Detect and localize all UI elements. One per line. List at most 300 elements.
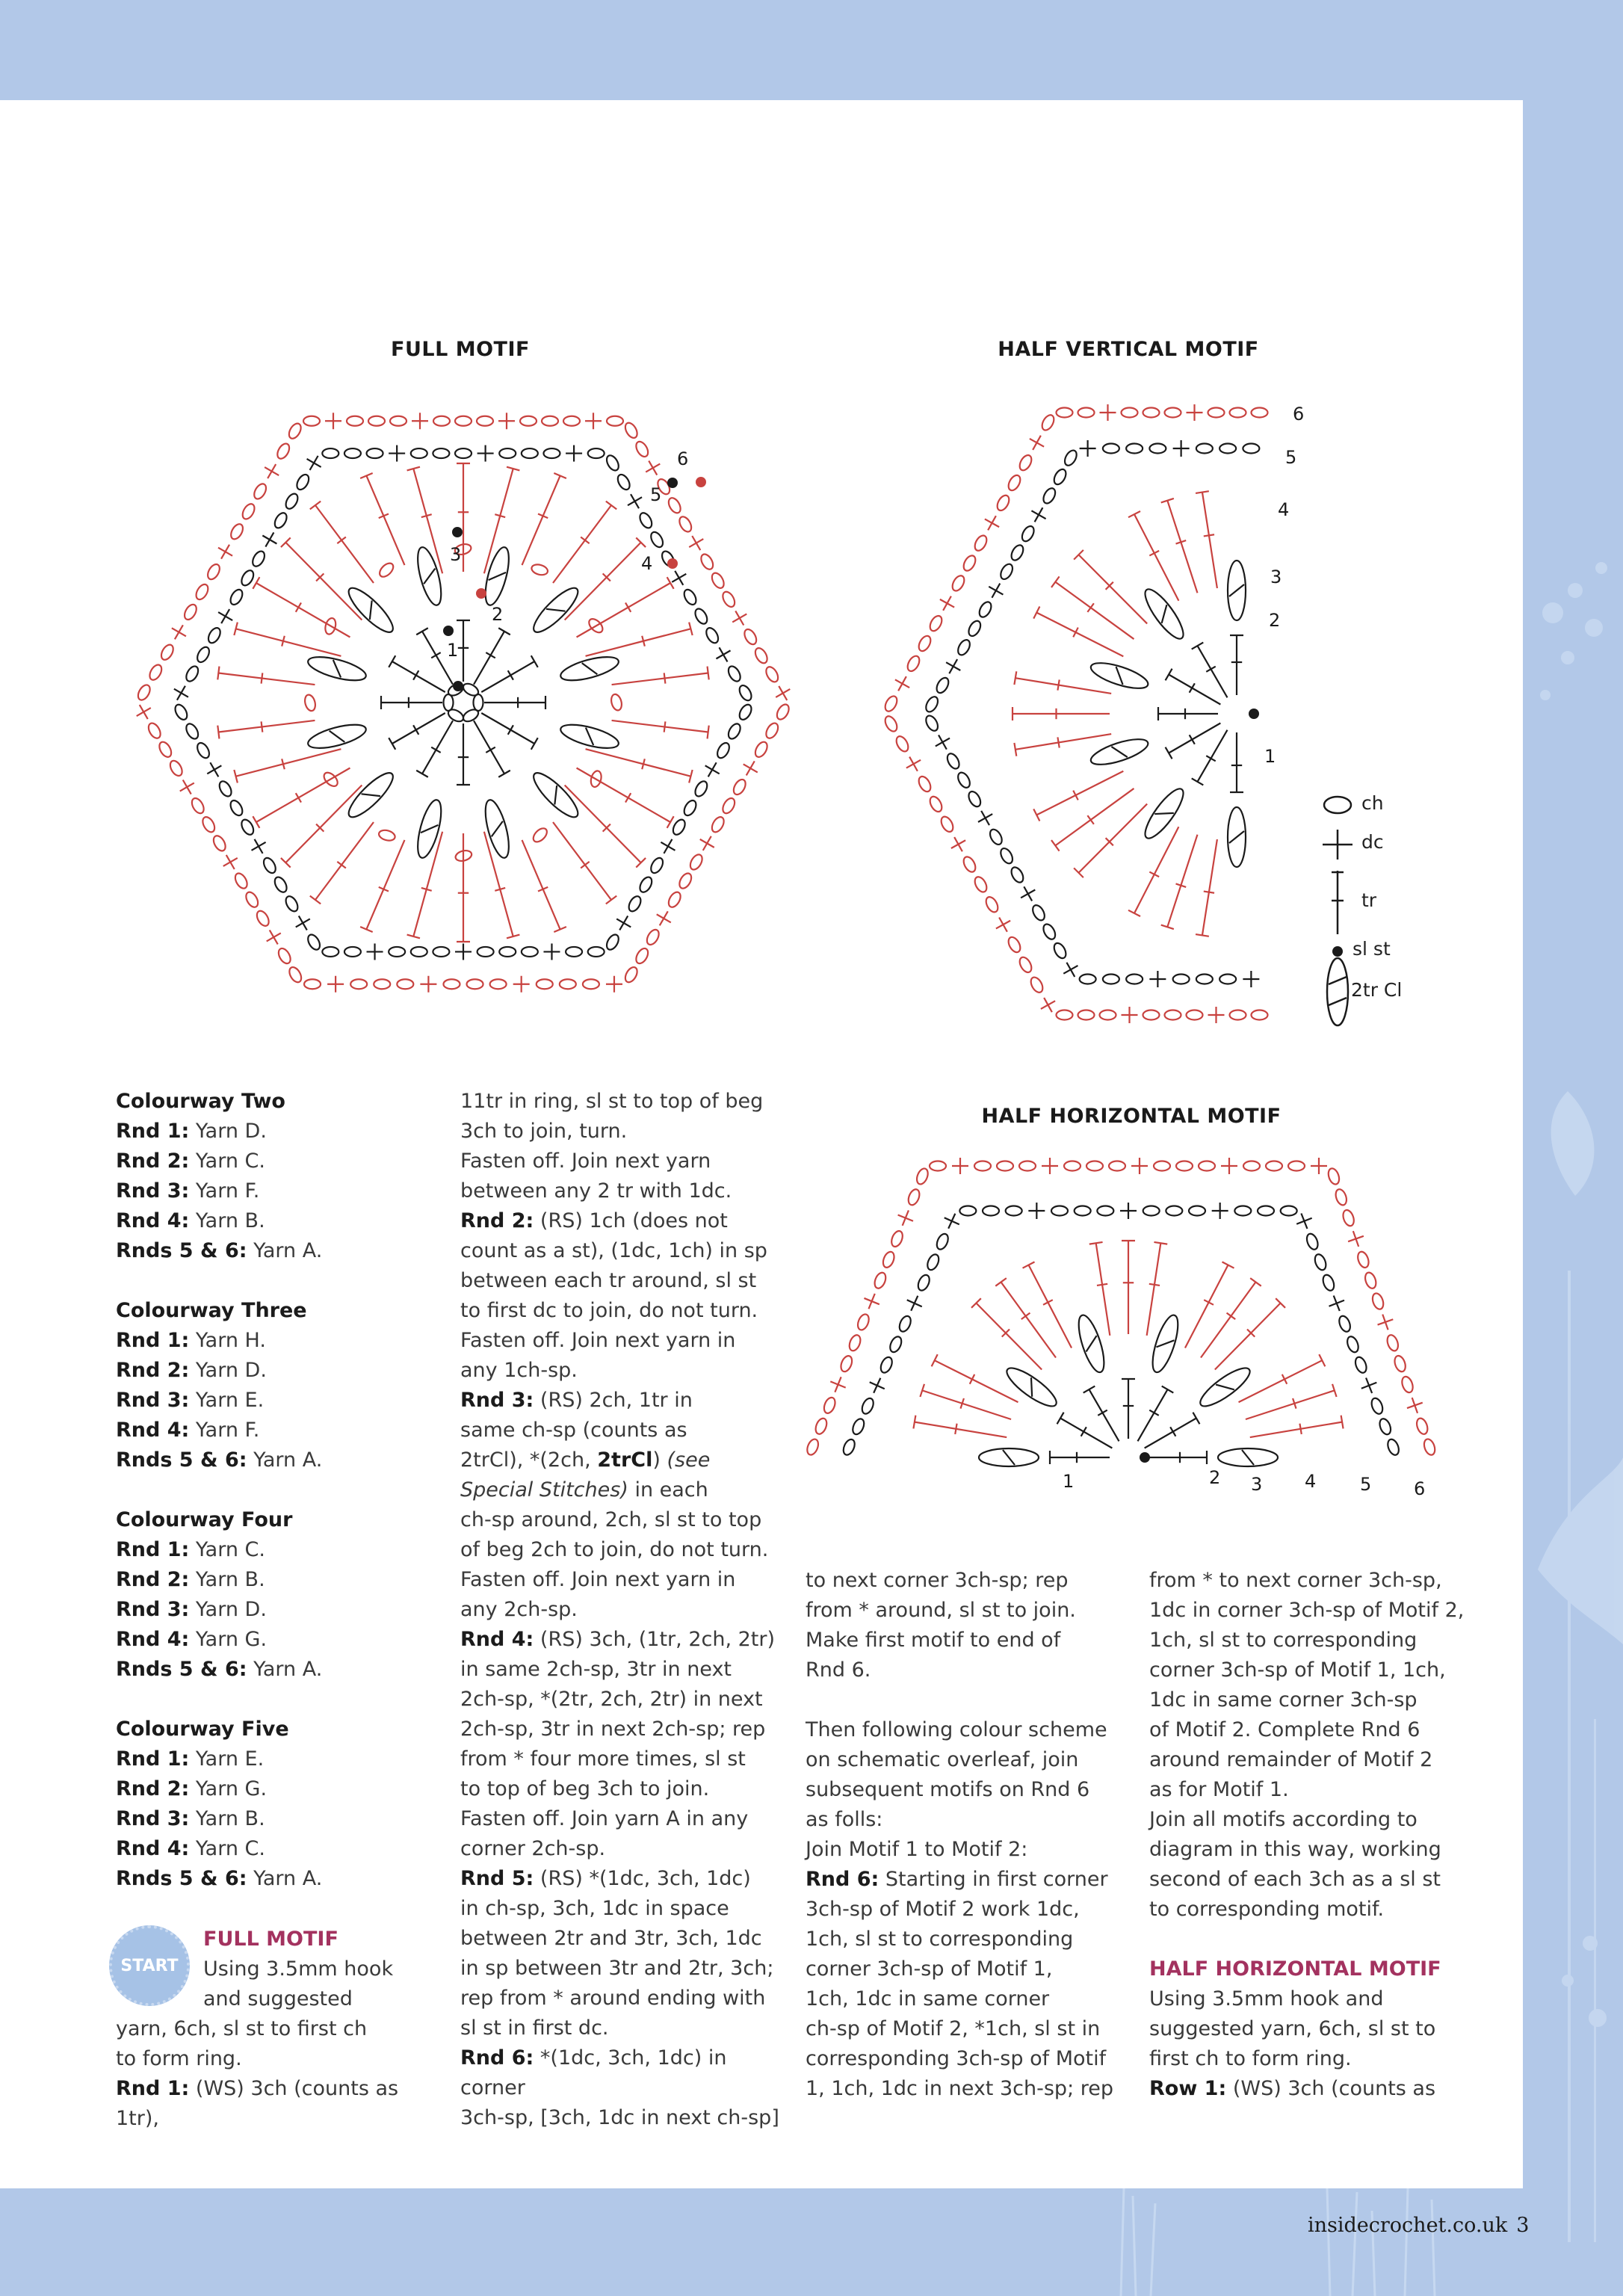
ch-stitch <box>1243 1161 1260 1171</box>
ch-stitch <box>1030 903 1047 922</box>
ch-stitch <box>157 740 173 759</box>
ch-stitch <box>1356 1250 1371 1269</box>
ch-stitch <box>1305 1232 1320 1251</box>
tr-stitch <box>976 1303 1042 1369</box>
tr-bar <box>1190 683 1195 692</box>
dc-stitch <box>992 913 1015 936</box>
text: to corresponding motif. <box>1149 1898 1385 1921</box>
bold-label: Rnd 6: <box>806 1868 879 1891</box>
cl-bar <box>1083 1336 1101 1351</box>
text-line <box>116 1296 422 1326</box>
dc-stitch <box>132 701 155 723</box>
round-label: 4 <box>641 553 653 574</box>
ch-stitch <box>681 587 698 607</box>
text-line <box>460 1595 782 1625</box>
dc-stitch <box>1293 1210 1315 1232</box>
tr-bar <box>1087 603 1093 612</box>
ch-stitch <box>916 634 933 653</box>
ch-stitch <box>433 448 449 458</box>
dc-stitch <box>1149 971 1166 987</box>
ch-stitch <box>998 846 1015 865</box>
ch-stitch <box>667 496 683 516</box>
ch-stitch <box>681 798 698 818</box>
round-label: 1 <box>447 640 459 661</box>
text: from * four more times, sl st <box>460 1747 746 1771</box>
ch-stitch <box>889 1229 904 1248</box>
text-line <box>116 1147 422 1176</box>
text-line <box>116 1864 422 1894</box>
2tr-cl-symbol <box>1327 958 1348 1025</box>
ch-stitch <box>1338 1315 1352 1333</box>
text-line <box>1149 2074 1478 2104</box>
tr-top <box>1166 747 1172 759</box>
ch-stitch <box>588 947 605 957</box>
tr-top <box>1196 934 1209 936</box>
bold-label: Rnd 3: <box>116 1807 190 1830</box>
rnd-text: (WS) 3ch (counts as 1tr), <box>116 2077 399 2130</box>
ch-stitch <box>1176 1161 1193 1171</box>
sl-st-dot <box>667 478 678 488</box>
text-line <box>460 1565 782 1595</box>
tr-stitch <box>1145 1419 1196 1448</box>
tr-bar <box>413 670 418 679</box>
text: around remainder of Motif 2 <box>1149 1748 1433 1771</box>
ch-stitch <box>1078 408 1095 418</box>
text-line <box>460 1625 782 1655</box>
tr-stitch <box>1015 678 1111 694</box>
ch-stitch <box>1422 1438 1437 1457</box>
ch-stitch <box>1109 1161 1125 1171</box>
tr-top <box>1051 840 1060 851</box>
text-line <box>1149 1865 1478 1895</box>
dc-stitch <box>1212 1203 1228 1219</box>
legend-ch-label: ch <box>1361 792 1384 814</box>
legend-sl-st-label: sl st <box>1352 938 1391 960</box>
tr-bar <box>1204 892 1214 893</box>
cl-bar <box>421 821 438 837</box>
round-label: 5 <box>650 484 662 505</box>
text-line <box>460 1804 782 1834</box>
dc-stitch <box>498 413 515 429</box>
ch-stitch <box>1143 408 1160 418</box>
ch-stitch <box>995 493 1011 513</box>
ch-stitch <box>822 1396 837 1415</box>
round-label: 5 <box>1360 1474 1372 1495</box>
ch-stitch <box>916 774 933 794</box>
tr-stitch <box>577 583 671 638</box>
ch-stitch <box>303 416 320 426</box>
ch-stitch <box>1143 1010 1160 1020</box>
text: 2trCl), *(2ch, <box>460 1448 598 1472</box>
dc-stitch <box>219 851 241 873</box>
bold-label: Rnd 2: <box>116 1149 190 1173</box>
ch-stitch <box>537 979 553 989</box>
tr-stitch <box>522 476 560 566</box>
tr-bar <box>431 747 440 753</box>
ch-stitch <box>244 890 260 910</box>
ch-stitch <box>882 694 899 714</box>
text-line <box>460 1206 782 1236</box>
italic-text: (see <box>660 1448 711 1472</box>
full-motif-line: Using 3.5mm hook <box>203 1957 394 1981</box>
tr-bar <box>262 721 263 732</box>
text: from * to next corner 3ch-sp, <box>1149 1569 1442 1592</box>
dc-stitch <box>261 460 283 483</box>
tr-stitch <box>315 822 374 900</box>
text: on schematic overleaf, join <box>806 1748 1079 1771</box>
text: ch-sp around, 2ch, sl st to top <box>460 1508 762 1531</box>
dc-stitch <box>1037 994 1060 1016</box>
text-line <box>116 1565 422 1595</box>
ch-stitch <box>677 871 693 891</box>
full-motif-heading: FULL MOTIF <box>203 1928 338 1951</box>
dc-stitch <box>214 605 237 628</box>
dc-stitch <box>981 512 1004 534</box>
cl-bar <box>421 569 438 584</box>
ch-stitch <box>350 979 367 989</box>
ch-stitch <box>1326 1167 1341 1185</box>
text-line <box>806 2014 1127 2044</box>
bold-label: 2trCl <box>597 1448 653 1472</box>
ch-stitch <box>925 1253 941 1271</box>
tr-stitch <box>1202 839 1217 935</box>
cl-bar <box>1242 1450 1254 1465</box>
instructions-column-4 <box>1149 1566 1478 2104</box>
bold-label: Rnd 2: <box>460 1209 534 1232</box>
tr-stitch <box>256 583 350 638</box>
ch-stitch <box>961 855 977 874</box>
tr-stitch <box>1089 1389 1119 1441</box>
ch-stitch <box>1100 1010 1116 1020</box>
ch-stitch <box>726 664 743 684</box>
bold-label: Colourway Three <box>116 1299 307 1322</box>
text: Yarn D. <box>189 1598 267 1621</box>
tr-top <box>217 726 219 739</box>
text: 3ch to join, turn. <box>460 1120 628 1143</box>
text-line <box>116 1117 422 1147</box>
tr-stitch <box>1078 804 1147 873</box>
ch-stitch <box>935 1232 950 1251</box>
dc-stitch <box>657 835 679 857</box>
legend-tr-label: tr <box>1361 889 1377 911</box>
ch-stitch <box>1230 408 1246 418</box>
tr-bar <box>1299 1424 1301 1434</box>
dc-stitch <box>327 976 344 993</box>
tr-top <box>708 726 709 739</box>
ch-stitch <box>1243 444 1259 454</box>
text-line <box>460 2043 782 2103</box>
dc-stitch <box>903 1292 925 1314</box>
tr-bar <box>1097 1284 1107 1286</box>
ch-stitch <box>276 946 293 966</box>
round-label: 4 <box>1305 1471 1317 1492</box>
ch-stitch <box>173 703 189 722</box>
text: Fasten off. Join next yarn in <box>460 1568 736 1591</box>
tr-top <box>995 1278 1007 1286</box>
ch-stitch <box>841 1438 857 1457</box>
text: 1ch, sl st to corresponding <box>806 1928 1074 1951</box>
ch-stitch <box>1266 1161 1282 1171</box>
start-badge: START <box>109 1925 190 2006</box>
tr-stitch <box>1134 514 1178 601</box>
text-line <box>460 1924 782 1954</box>
tr-top <box>1166 669 1172 681</box>
tr-bar <box>337 862 346 868</box>
dc-stitch <box>214 540 236 563</box>
dc-stitch <box>827 1374 849 1395</box>
ch-stitch <box>645 928 661 947</box>
tr-top <box>416 628 428 635</box>
text-line <box>806 1925 1127 1954</box>
text: 2ch-sp, *(2tr, 2ch, 2tr) in next <box>460 1688 763 1711</box>
bold-label: Rnd 1: <box>116 1538 190 1561</box>
text: Yarn E. <box>189 1389 265 1412</box>
ch-stitch <box>389 947 405 957</box>
dc-stitch <box>1122 1007 1138 1023</box>
ch-stitch <box>205 562 222 581</box>
dc-stitch <box>1326 1292 1347 1314</box>
text: Yarn G. <box>189 1628 268 1651</box>
text: 1dc in corner 3ch-sp of Motif 2, <box>1149 1599 1465 1622</box>
text-line <box>116 1804 422 1834</box>
ch-stitch <box>233 871 250 891</box>
dc-stitch <box>1131 1158 1148 1174</box>
sl-st-dot <box>696 477 706 487</box>
text: (RS) 2ch, 1tr in <box>534 1389 693 1412</box>
dc-stitch <box>903 753 925 775</box>
tr-stitch <box>1202 493 1217 588</box>
ch-stitch <box>637 511 654 531</box>
ch-stitch <box>368 416 385 426</box>
ch-stitch <box>1288 1161 1305 1171</box>
ch-stitch <box>915 1167 930 1185</box>
half-horizontal-motif-diagram <box>807 1144 1457 1510</box>
text-line <box>1149 1984 1478 2014</box>
ch-stitch <box>1252 408 1268 418</box>
tr-top <box>1193 1413 1199 1425</box>
ch-stitch <box>287 965 303 984</box>
dc-stitch <box>1221 1158 1237 1174</box>
cl-bar <box>1111 667 1127 685</box>
text: 1ch, sl st to corresponding <box>1149 1629 1418 1652</box>
text: any 2ch-sp. <box>460 1598 578 1621</box>
full-motif-line: to form ring. <box>116 2047 242 2070</box>
tr-stitch <box>612 673 708 685</box>
text: Yarn A. <box>247 1658 323 1681</box>
ch-stitch <box>1341 1209 1356 1227</box>
ch-stitch <box>1234 1206 1251 1216</box>
ch-stitch <box>1219 975 1236 984</box>
full-motif-diagram <box>112 374 822 1031</box>
text: Yarn H. <box>189 1329 266 1352</box>
ch-stitch <box>764 665 780 685</box>
text: Fasten off. Join next yarn <box>460 1149 711 1173</box>
tr-top <box>1023 1262 1035 1268</box>
bold-label: Rnd 4: <box>460 1628 534 1651</box>
dc-stitch <box>891 673 914 695</box>
ch-stitch <box>194 582 210 602</box>
text-line <box>116 1535 422 1565</box>
tr-stitch <box>577 768 671 823</box>
text-line <box>116 1445 422 1475</box>
text-line <box>460 1416 782 1445</box>
ch-stitch <box>930 1161 946 1171</box>
text: Yarn F. <box>189 1179 260 1203</box>
cl-bar <box>330 660 345 677</box>
tr-bar <box>486 747 495 753</box>
full-motif-line: yarn, 6ch, sl st to first ch <box>116 2017 368 2040</box>
sl-st-dot <box>667 558 678 569</box>
ch-stitch <box>239 818 256 837</box>
tr-stitch <box>1096 1243 1110 1336</box>
ch-stitch <box>882 715 899 734</box>
ch-stitch <box>997 1161 1013 1171</box>
tr-top <box>498 628 510 635</box>
dc-stitch <box>974 806 997 829</box>
ch-stitch <box>467 979 483 989</box>
tr-bar <box>1098 1410 1107 1416</box>
dc-stitch <box>303 451 325 474</box>
text: Yarn C. <box>189 1538 265 1561</box>
ch-stitch <box>1051 1206 1068 1216</box>
ch-stitch <box>1378 1417 1393 1436</box>
dc-stitch <box>623 490 646 513</box>
text-line <box>460 1535 782 1565</box>
ch-stitch <box>146 721 163 741</box>
dc-stitch <box>1042 1158 1058 1174</box>
half-vertical-motif-title: HALF VERTICAL MOTIF <box>998 338 1259 361</box>
ch-stitch <box>939 815 955 834</box>
cl-bar <box>582 728 598 745</box>
text-line <box>116 1356 422 1386</box>
ch-stitch <box>753 740 770 759</box>
text-line <box>1149 1685 1478 1715</box>
text-line <box>116 1715 422 1744</box>
paragraph-gap <box>806 1685 1127 1715</box>
ch-stitch <box>972 875 989 895</box>
decorative-grass-silhouette <box>1106 2188 1523 2296</box>
text: ch-sp of Motif 2, *1ch, sl st in <box>806 2017 1101 2040</box>
paragraph-gap <box>116 1685 422 1715</box>
tr-bar <box>1149 1284 1160 1286</box>
tr-bar <box>664 721 666 732</box>
dc-stitch <box>1080 440 1096 457</box>
text: to first dc to join, do not turn. <box>460 1299 758 1322</box>
round-label: 6 <box>1293 404 1305 425</box>
ch-stitch <box>610 693 623 712</box>
round-label: 3 <box>1270 567 1282 587</box>
text: Yarn G. <box>189 1777 268 1800</box>
tr-top <box>1014 743 1016 756</box>
ch-stitch <box>720 796 737 815</box>
tr-stitch <box>1138 1389 1168 1441</box>
tr-bar <box>955 1424 956 1434</box>
ch-stitch <box>1370 1397 1385 1416</box>
text: Yarn B. <box>189 1209 265 1232</box>
ch-stitch <box>1052 467 1069 487</box>
dc-stitch <box>325 413 341 429</box>
ch-stitch <box>252 482 268 502</box>
ch-stitch <box>977 600 994 620</box>
tr-top <box>667 577 674 589</box>
text: Yarn D. <box>189 1120 267 1143</box>
tr-top <box>217 667 219 680</box>
dc-stitch <box>455 943 472 960</box>
tr-stitch <box>1029 1265 1072 1348</box>
ch-stitch <box>411 947 427 957</box>
dc-stitch <box>420 976 436 993</box>
ch-stitch <box>1075 1206 1091 1216</box>
tr-bar <box>1190 735 1195 744</box>
dc-stitch <box>1017 883 1039 905</box>
text: Make first motif to end of <box>806 1629 1061 1652</box>
tr-stitch <box>481 713 534 744</box>
tr-top <box>708 667 709 680</box>
ch-stitch <box>1122 408 1138 418</box>
cl-bar <box>489 569 506 584</box>
tr-top <box>310 896 321 904</box>
text: corner 3ch-sp of Motif 1, <box>806 1957 1053 1981</box>
ch-stitch <box>950 574 966 593</box>
ch-stitch <box>699 552 715 572</box>
dc-stitch <box>947 833 970 856</box>
ch-stitch <box>1199 1161 1215 1171</box>
ch-stitch <box>634 946 650 966</box>
text: first ch to form ring. <box>1149 2047 1352 2070</box>
tr-stitch <box>218 673 315 685</box>
text: in each <box>628 1478 708 1502</box>
text: Yarn A. <box>247 1448 323 1472</box>
text-line <box>116 1505 422 1535</box>
ch-stitch <box>273 511 289 531</box>
sl-st-dot <box>453 681 463 691</box>
dc-stitch <box>1120 1203 1137 1219</box>
ch-stitch <box>444 694 454 711</box>
text-line <box>460 1386 782 1416</box>
tr-top <box>1196 491 1209 493</box>
text-line <box>1149 1835 1478 1865</box>
ch-stitch <box>737 683 753 703</box>
text: 1, 1ch, 1dc in next 3ch-sp; rep <box>806 2077 1114 2100</box>
text-line <box>460 1236 782 1266</box>
cl-bar <box>1003 1450 1015 1465</box>
text-line <box>460 1894 782 1924</box>
ch-stitch <box>566 947 582 957</box>
ch-stitch <box>1219 444 1236 454</box>
ch-stitch <box>860 1397 876 1416</box>
footer-site: insidecrochet.co.uk <box>1308 2214 1508 2237</box>
ch-stitch <box>906 1188 921 1206</box>
round-label: 3 <box>450 544 462 565</box>
dc-stitch <box>262 926 285 948</box>
ch-stitch <box>347 416 363 426</box>
text-line <box>1149 1715 1478 1745</box>
ch-stitch <box>1415 1417 1429 1436</box>
tr-stitch <box>1169 723 1220 753</box>
dc-stitch <box>1027 504 1050 526</box>
bold-label: Rnds 5 & 6: <box>116 1658 247 1681</box>
text-line <box>116 1206 422 1236</box>
text-line <box>460 1864 782 1894</box>
ch-stitch <box>1363 1271 1378 1290</box>
ch-stitch <box>623 965 640 984</box>
ch-stitch <box>1103 444 1119 454</box>
text: corner 3ch-sp of Motif 1, 1ch, <box>1149 1658 1446 1682</box>
bold-label: Rnds 5 & 6: <box>116 1867 247 1890</box>
text: of beg 2ch to join, do not turn. <box>460 1538 769 1561</box>
ch-stitch <box>1126 444 1143 454</box>
dc-stitch <box>729 607 751 629</box>
